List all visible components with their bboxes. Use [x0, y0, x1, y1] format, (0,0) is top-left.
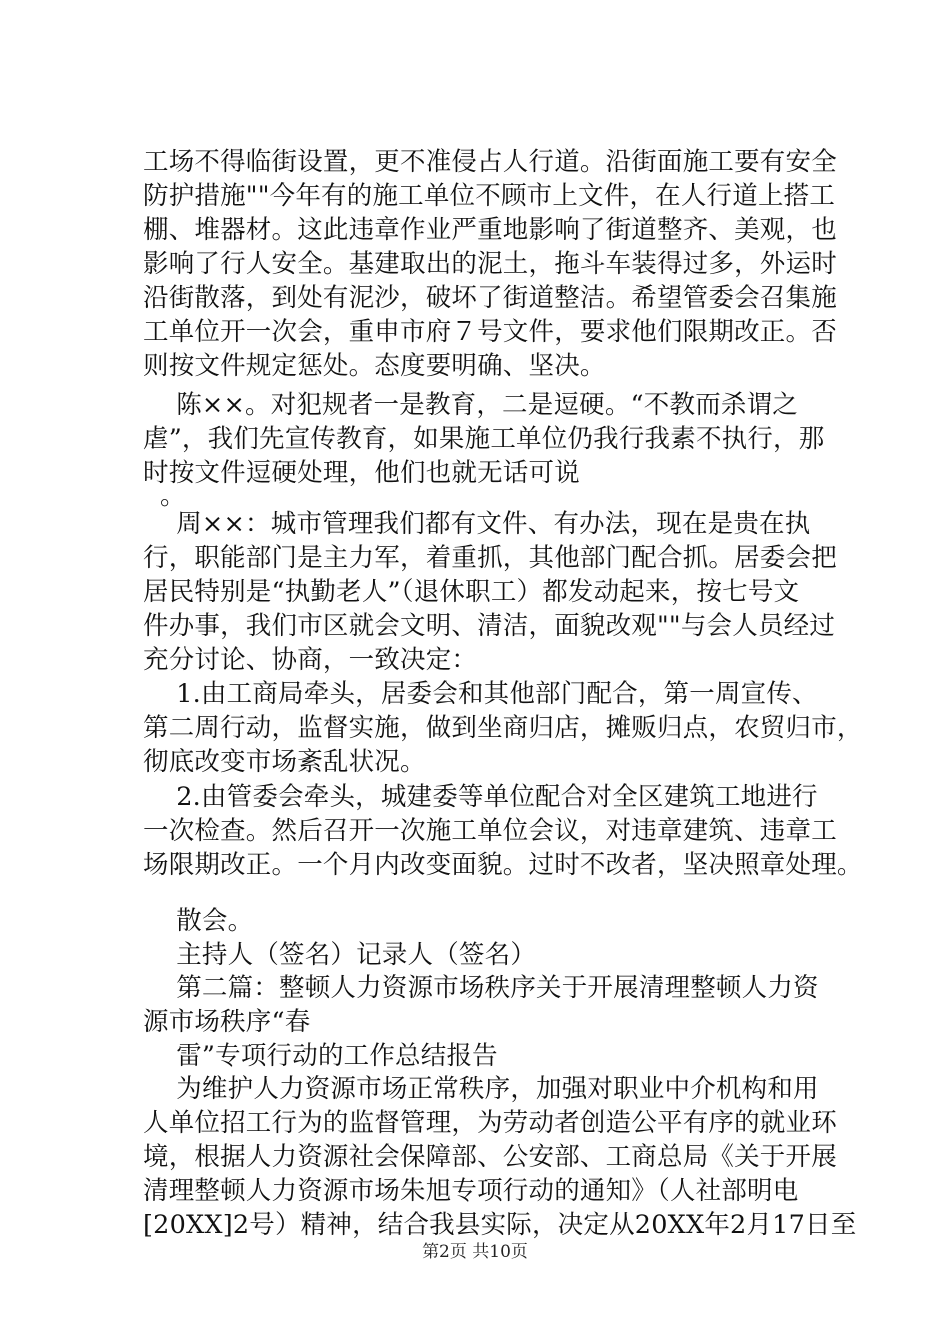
body-line: 2.由管委会牵头，城建委等单位配合对全区建筑工地进行 — [143, 782, 818, 812]
body-line: 境，根据人力资源社会保障部、公安部、工商总局《关于开展 — [143, 1142, 837, 1172]
body-line: 第二周行动，监督实施，做到坐商归店，摊贩归点，农贸归市， — [143, 713, 863, 743]
body-line: 散会。 — [143, 906, 254, 936]
body-line: 防护措施""今年有的施工单位不顾市上文件，在人行道上搭工 — [143, 181, 836, 211]
body-line: [20XX]2号）精神，结合我县实际，决定从20XX年2月17日至 — [143, 1210, 857, 1240]
body-line: 陈××。对犯规者一是教育，二是逗硬。“不教而杀谓之 — [143, 390, 798, 420]
body-line: 则按文件规定惩处。态度要明确、坚决。 — [143, 351, 606, 381]
body-line: 件办事，我们市区就会文明、清洁，面貌改观""与会人员经过 — [143, 611, 836, 641]
body-line: 棚、堆器材。这此违章作业严重地影响了街道整齐、美观，也 — [143, 215, 837, 245]
body-line: 主持人（签名）记录人（签名） — [143, 940, 537, 970]
body-line: 影响了行人安全。基建取出的泥土，拖斗车装得过多，外运时 — [143, 249, 837, 279]
body-line: 居民特别是“执勤老人”（退休职工）都发动起来，按七号文 — [143, 577, 800, 607]
body-line: 1.由工商局牵头，居委会和其他部门配合，第一周宣传、 — [143, 679, 818, 709]
section-title-line: 雷”专项行动的工作总结报告 — [143, 1041, 498, 1071]
body-line: 工单位开一次会，重申市府７号文件，要求他们限期改正。否 — [143, 317, 837, 347]
body-line: 工场不得临街设置，更不准侵占人行道。沿街面施工要有安全 — [143, 147, 837, 177]
body-line: 人单位招工行为的监督管理，为劳动者创造公平有序的就业环 — [143, 1108, 837, 1138]
page-number-footer: 第2页 共10页 — [422, 1242, 528, 1262]
section-title-line: 源市场秩序“春 — [143, 1007, 311, 1037]
section-title-line: 第二篇：整顿人力资源市场秩序关于开展清理整顿人力资 — [143, 973, 819, 1003]
body-line: 时按文件逗硬处理，他们也就无话可说 — [143, 458, 580, 488]
body-line: 为维护人力资源市场正常秩序，加强对职业中介机构和用 — [143, 1074, 819, 1104]
body-line: 一次检查。然后召开一次施工单位会议，对违章建筑、违章工 — [143, 816, 837, 846]
body-line: 清理整顿人力资源市场朱旭专项行动的通知》（人社部明电 — [143, 1176, 799, 1206]
body-line: 沿街散落，到处有泥沙，破坏了街道整洁。希望管委会召集施 — [143, 283, 837, 313]
body-line: 充分讨论、协商，一致决定： — [143, 645, 478, 675]
body-line: 虐”，我们先宣传教育，如果施工单位仍我行我素不执行，那 — [143, 424, 825, 454]
body-line: 周××：城市管理我们都有文件、有办法，现在是贵在执 — [143, 509, 811, 539]
body-line: 行，职能部门是主力军，着重抓，其他部门配合抓。居委会把 — [143, 543, 837, 573]
body-line: 。 — [160, 481, 186, 511]
body-line: 彻底改变市场紊乱状况。 — [143, 747, 426, 777]
body-line: 场限期改正。一个月内改变面貌。过时不改者，坚决照章处理。 — [143, 850, 863, 880]
